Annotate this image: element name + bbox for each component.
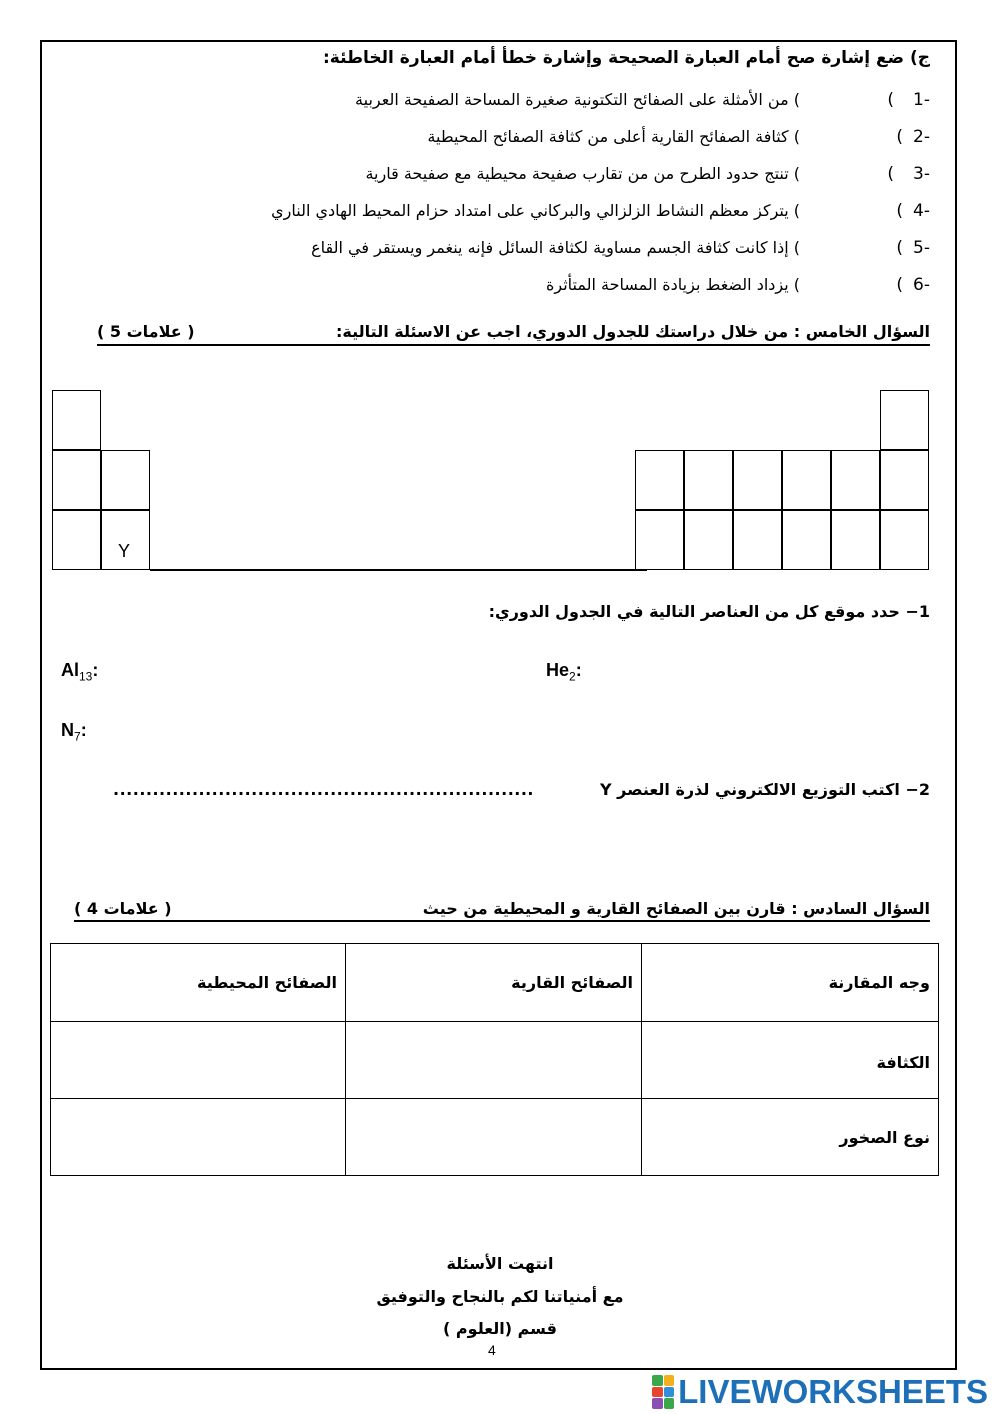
tf-item-3 — [190, 164, 930, 192]
row-label: نوع الصخور — [642, 1099, 939, 1176]
pt-cell — [101, 450, 150, 510]
answer-cell[interactable] — [51, 1099, 346, 1176]
tf-item-2 — [190, 127, 930, 155]
pt-baseline — [150, 569, 647, 571]
page-number: 4 — [488, 1342, 496, 1358]
pt-cell — [782, 450, 831, 510]
element-he — [546, 660, 582, 684]
pt-cell — [733, 450, 782, 510]
pt-cell — [880, 450, 929, 510]
pt-cell — [52, 450, 101, 510]
tf-statement: ) من الأمثلة على الصفائح التكتونية صغيرة المساحة الصفيحة العربية — [355, 90, 800, 109]
liveworksheets-logo — [652, 1372, 988, 1412]
pt-cell — [831, 450, 880, 510]
tf-statement: ) تنتج حدود الطرح من من تقارب صفيحة محيطية مع صفيحة قارية — [365, 164, 800, 183]
answer-cell[interactable] — [51, 1022, 346, 1099]
answer-box[interactable]: ( — [887, 90, 894, 110]
tf-item-5 — [190, 238, 930, 266]
element-n — [61, 720, 87, 744]
pt-cell — [52, 510, 101, 570]
tf-number: 1- — [913, 90, 930, 110]
answer-cell[interactable] — [346, 1099, 642, 1176]
element-number: 13 — [79, 669, 93, 684]
footer-end-text: انتهت الأسئلة — [446, 1254, 554, 1273]
pt-cell — [635, 510, 684, 570]
answer-box[interactable]: ( — [896, 238, 903, 258]
tf-item-1 — [190, 90, 930, 118]
tf-number: 3- — [913, 164, 930, 184]
question6-heading: السؤال السادس : قارن بين الصفائح القارية و المحيطية من حيث — [422, 899, 930, 918]
row-label: الكثافة — [642, 1022, 939, 1099]
tf-statement: ) كثافة الصفائح القارية أعلى من كثافة الصفائح المحيطية — [427, 127, 800, 146]
pt-cell — [880, 510, 929, 570]
header-cell-continental: الصفائح القارية — [346, 944, 642, 1022]
element-number: 7 — [74, 729, 81, 744]
element-symbol: He — [546, 660, 570, 680]
pt-cell — [733, 510, 782, 570]
answer-box[interactable]: ( — [896, 127, 903, 147]
answer-box[interactable]: ( — [896, 201, 903, 221]
brand-name: LIVEWORKSHEETS — [678, 1373, 988, 1410]
section-c-heading: ج) ضع إشارة صح أمام العبارة الصحيحة وإشارة خطأ أمام العبارة الخاطئة: — [322, 48, 930, 68]
question5-part2: 2− اكتب التوزيع الالكتروني لذرة العنصر Y — [599, 780, 930, 799]
question6-marks: ( 4 علامات ) — [74, 899, 172, 918]
element-suffix: : — [575, 660, 582, 680]
comparison-table — [50, 943, 939, 1176]
element-number: 2 — [569, 669, 576, 684]
pt-cell — [684, 510, 733, 570]
tf-item-6 — [190, 275, 930, 303]
tf-number: 4- — [913, 201, 930, 221]
question6-underline — [74, 920, 930, 922]
footer-department: قسم (العلوم ) — [443, 1319, 557, 1338]
table-header-row — [51, 944, 939, 1022]
question5-part1: 1− حدد موقع كل من العناصر التالية في الجدول الدوري: — [488, 602, 930, 621]
table-row — [51, 1099, 939, 1176]
pt-cell — [635, 450, 684, 510]
tf-number: 2- — [913, 127, 930, 147]
element-suffix: : — [92, 660, 99, 680]
tf-statement: ) إذا كانت كثافة الجسم مساوية لكثافة السائل فإنه ينغمر ويستقر في القاع — [311, 238, 800, 257]
table-row — [51, 1022, 939, 1099]
answer-dotted-line[interactable]: ................................................................ — [113, 780, 534, 799]
pt-cell — [52, 390, 101, 450]
pt-cell — [880, 390, 929, 450]
element-symbol: Al — [61, 660, 79, 680]
element-al — [61, 660, 98, 684]
element-suffix: : — [80, 720, 87, 740]
header-cell-aspect: وجه المقارنة — [642, 944, 939, 1022]
element-y-label: Y — [118, 541, 131, 561]
question5-underline — [97, 344, 930, 346]
pt-cell — [782, 510, 831, 570]
answer-box[interactable]: ( — [896, 275, 903, 295]
answer-box[interactable]: ( — [887, 164, 894, 184]
pt-cell-y — [101, 510, 150, 570]
tf-number: 5- — [913, 238, 930, 258]
footer-wishes: مع أمنياتنا لكم بالنجاح والتوفيق — [376, 1287, 624, 1306]
question5-marks: ( 5 علامات ) — [97, 322, 195, 341]
tf-number: 6- — [913, 275, 930, 295]
tf-statement: ) يزداد الضغط بزيادة المساحة المتأثرة — [546, 275, 800, 294]
element-symbol: N — [61, 720, 74, 740]
tf-statement: ) يتركز معظم النشاط الزلزالي والبركاني على امتداد حزام المحيط الهادي الناري — [271, 201, 800, 220]
pt-cell — [684, 450, 733, 510]
tf-item-4 — [190, 201, 930, 229]
answer-cell[interactable] — [346, 1022, 642, 1099]
question5-heading: السؤال الخامس : من خلال دراستك للجدول الدوري، اجب عن الاسئلة التالية: — [336, 322, 930, 341]
header-cell-oceanic: الصفائح المحيطية — [51, 944, 346, 1022]
liveworksheets-icon — [652, 1375, 674, 1409]
pt-cell — [831, 510, 880, 570]
